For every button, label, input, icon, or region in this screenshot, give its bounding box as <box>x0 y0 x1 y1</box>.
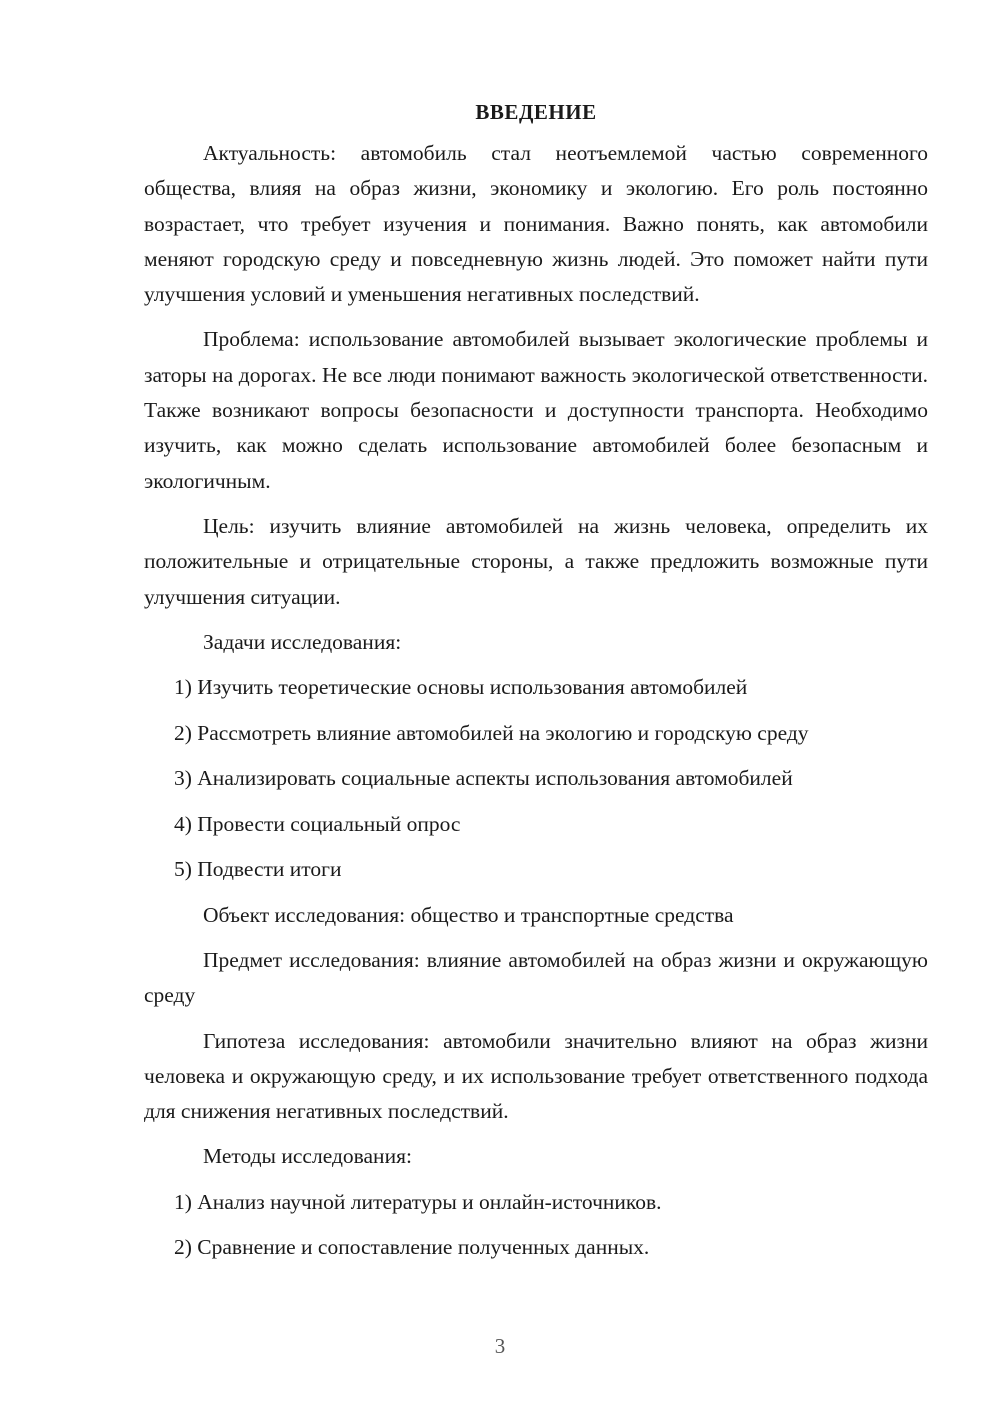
task-item: 3) Анализировать социальные аспекты использования автомобилей <box>174 766 793 791</box>
document-page <box>144 95 928 1276</box>
subject-paragraph: Предмет исследования: влияние автомобилей на образ жизни и окружающую среду <box>144 947 928 1008</box>
page-number: 3 <box>494 1334 506 1358</box>
task-item: 5) Подвести итоги <box>174 857 342 882</box>
problem-paragraph: Проблема: использование автомобилей вызывает экологические проблемы и заторы на дорогах. Не все люди понимают важность экологической ответственности. Также возникают вопросы безопасности и доступности транспорта. Необходимо изучить, как можно сделать использование автомобилей более безопасным и экологичным. <box>144 327 928 493</box>
method-item: 1) Анализ научной литературы и онлайн-источников. <box>174 1189 662 1214</box>
methods-heading: Методы исследования: <box>203 1144 412 1169</box>
tasks-heading: Задачи исследования: <box>203 629 402 654</box>
hypothesis-paragraph: Гипотеза исследования: автомобили значительно влияют на образ жизни человека и окружающую среду, и их использование требует ответственного подхода для снижения негативных последствий. <box>144 1028 928 1124</box>
object-paragraph: Объект исследования: общество и транспортные средства <box>203 902 734 927</box>
section-title: ВВЕДЕНИЕ <box>475 100 597 124</box>
task-item: 1) Изучить теоретические основы использования автомобилей <box>174 675 748 700</box>
relevance-paragraph: Актуальность: автомобиль стал неотъемлемой частью современного общества, влияя на образ жизни, экономику и экологию. Его роль постоянно возрастает, что требует изучения и понимания. Важно понять, как автомобили меняют городскую среду и повседневную жизнь людей. Это поможет найти пути улучшения условий и уменьшения негативных последствий. <box>144 141 928 307</box>
goal-paragraph: Цель: изучить влияние автомобилей на жизнь человека, определить их положительные и отрицательные стороны, а также предложить возможные пути улучшения ситуации. <box>144 513 928 609</box>
task-item: 4) Провести социальный опрос <box>174 811 461 836</box>
task-item: 2) Рассмотреть влияние автомобилей на экологию и городскую среду <box>174 720 809 745</box>
method-item: 2) Сравнение и сопоставление полученных данных. <box>174 1235 650 1260</box>
